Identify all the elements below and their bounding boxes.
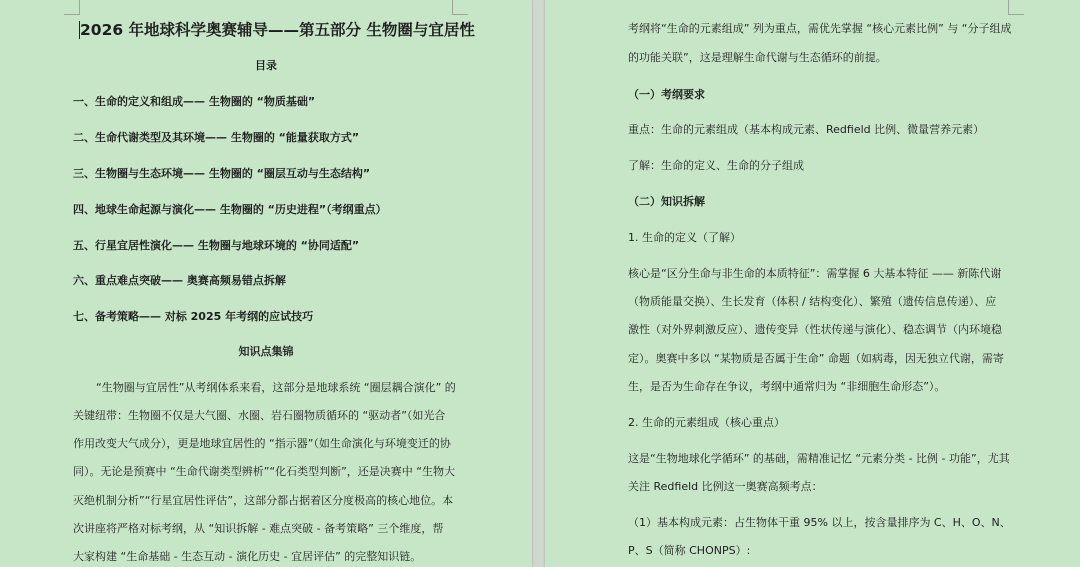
paragraph-line: 考纲将“生命的元素组成” 列为重点，需优先掌握 “核心元素比例” 与 “分子组成 (628, 22, 1012, 35)
toc-heading: 目录 (255, 59, 277, 72)
toc-item[interactable]: 七、备考策略—— 对标 2025 年考纲的应试技巧 (73, 310, 314, 323)
paragraph-line: 同）。无论是预赛中 “生命代谢类型辨析”“化石类型判断”，还是决赛中 “生物大 (73, 465, 455, 478)
paragraph-line: 定）。奥赛中多以 “某物质是否属于生命” 命题（如病毒，因无独立代谢，需寄 (628, 352, 1004, 365)
paragraph-line: （物质能量交换）、生长发育（体积 / 结构变化）、繁殖（遗传信息传递）、应 (628, 295, 997, 308)
crop-mark (452, 0, 453, 14)
paragraph-line: 大家构建 “生命基础 - 生态互动 - 演化历史 - 宜居评估” 的完整知识链。 (73, 550, 422, 563)
list-item-continued: P、S（简称 CHONPS）: (628, 544, 751, 557)
toc-item[interactable]: 六、重点难点突破—— 奥赛高频易错点拆解 (73, 274, 286, 287)
paragraph-line: 生，是否为生命存在争议，考纲中通常归为 “非细胞生命形态”）。 (628, 380, 946, 393)
document-title: 2026 年地球科学奥赛辅导——第五部分 生物圈与宜居性 (80, 21, 475, 39)
paragraph-line: 的功能关联”，这是理解生命代谢与生态循环的前提。 (628, 51, 887, 64)
requirement-key: 重点：生命的元素组成（基本构成元素、Redfield 比例、微量营养元素） (628, 123, 985, 136)
definition-heading: 1. 生命的定义（了解） (628, 231, 741, 244)
toc-item[interactable]: 四、地球生命起源与演化—— 生物圈的 “历史进程”（考纲重点） (73, 203, 387, 216)
paragraph-line: 关键纽带：生物圈不仅是大气圈、水圈、岩石圈物质循环的 “驱动者”（如光合 (73, 409, 446, 422)
crop-mark (452, 14, 468, 15)
paragraph-line: 作用改变大气成分），更是地球宜居性的 “指示器”（如生命演化与环境变迁的协 (73, 437, 451, 450)
toc-item[interactable]: 五、行星宜居性演化—— 生物圈与地球环境的 “协同适配” (73, 239, 360, 252)
crop-mark (79, 0, 80, 14)
paragraph-line: 核心是“区分生命与非生命的本质特征”：需掌握 6 大基本特征 —— 新陈代谢 (628, 267, 1002, 280)
crop-mark (1008, 14, 1024, 15)
paragraph-line: 激性（对外界刺激反应）、遗传变异（性状传递与演化）、稳态调节（内环境稳 (628, 323, 1002, 336)
document-page-right[interactable] (545, 0, 1080, 567)
crop-mark (64, 14, 80, 15)
requirement-know: 了解：生命的定义、生命的分子组成 (628, 159, 804, 172)
paragraph-line: 灭绝机制分析”“行星宜居性评估”，这部分都占据着区分度极高的核心地位。本 (73, 494, 454, 507)
requirements-heading: （一）考纲要求 (628, 88, 705, 101)
toc-item[interactable]: 三、生物圈与生态环境—— 生物圈的 “圈层互动与生态结构” (73, 167, 371, 180)
elements-heading: 2. 生命的元素组成（核心重点） (628, 416, 785, 429)
list-item: （1）基本构成元素：占生物体干重 95% 以上，按含量排序为 C、H、O、N、 (628, 516, 1011, 529)
knowledge-heading: （二）知识拆解 (628, 195, 705, 208)
paragraph-line: 关注 Redfield 比例这一奥赛高频考点： (628, 480, 823, 493)
toc-item[interactable]: 一、生命的定义和组成—— 生物圈的 “物质基础” (73, 95, 316, 108)
crop-mark (1008, 0, 1009, 14)
toc-item[interactable]: 二、生命代谢类型及其环境—— 生物圈的 “能量获取方式” (73, 131, 360, 144)
paragraph-line: 次讲座将严格对标考纲，从 “知识拆解 - 难点突破 - 备考策略” 三个维度，帮 (73, 522, 444, 535)
paragraph-line: “生物圈与宜居性”从考纲体系来看，这部分是地球系统 “圈层耦合演化” 的 (96, 381, 456, 394)
document-page-left[interactable] (0, 0, 532, 567)
section-heading: 知识点集锦 (238, 345, 294, 358)
paragraph-line: 这是“生物地球化学循环” 的基础，需精准记忆 “元素分类 - 比例 - 功能”，尤其 (628, 452, 1010, 465)
